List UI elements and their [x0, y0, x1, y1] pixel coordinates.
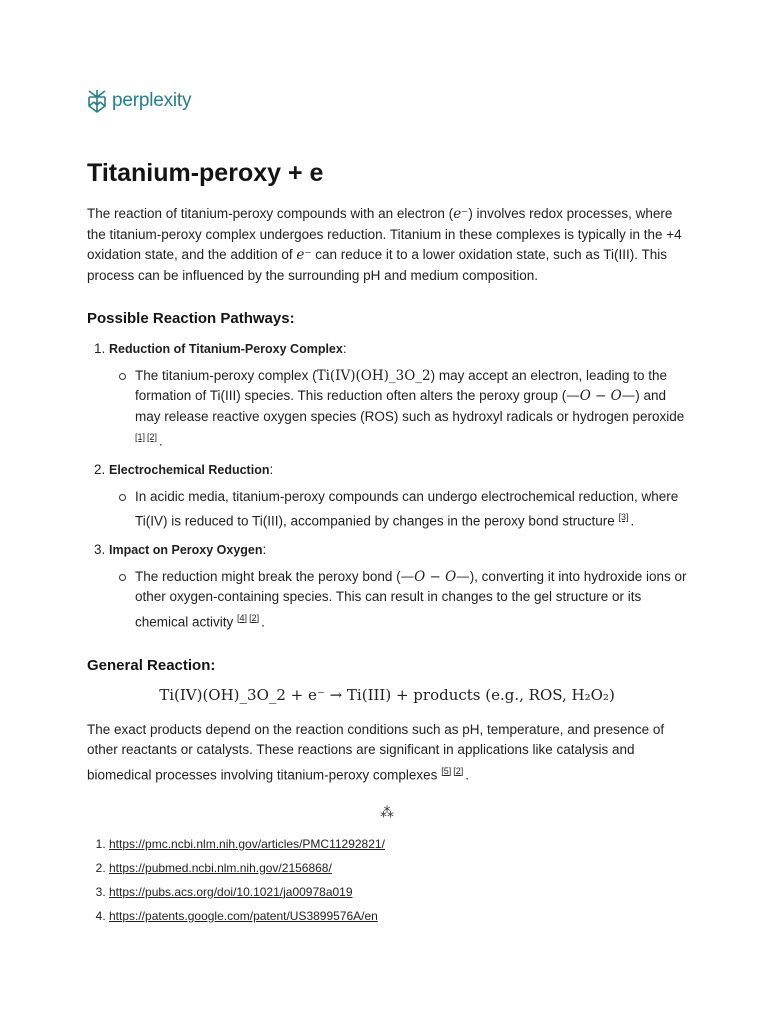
electron-symbol: e⁻ [453, 206, 469, 222]
source-item [109, 835, 687, 853]
closing-paragraph: The exact products depend on the reaction conditions such as pH, temperature, and presence of other reactants or catalysts. These reactions are significant in applications like catalysis and biomedical processes involving titanium-peroxy complexes [5] [2] . [87, 721, 665, 782]
intro-paragraph: The reaction of titanium-peroxy compounds with an electron (e⁻) involves redox processes, where the titanium-peroxy complex undergoes reduction. Titanium in these complexes is typically in the +4 oxidation state, and the addition of e⁻ can reduce it to a lower oxidation state, such as Ti(III). This process can be influenced by the surrounding pH and medium composition. [87, 206, 682, 283]
list-item: 1. Reduction of Titanium-Peroxy Complex: The titanium-peroxy complex (Ti(IV)(OH)_3O_2) may accept an electron, leading to the formation of Ti(III) species. This reduction often alters the peroxy group (—O − O—) and may release reactive oxygen species (ROS) such as hydroxyl radicals or hydrogen peroxide [1] [2] . [109, 339, 687, 452]
brand-name: perplexity [112, 90, 192, 111]
pathways-heading: Possible Reaction Pathways: [87, 310, 295, 327]
reaction-equation: Ti(IV)(OH)_3O_2 + e⁻ → Ti(III) + products (e.g., ROS, H₂O₂) [159, 685, 615, 704]
citation-link[interactable]: [2] [453, 765, 464, 776]
answer-content [87, 150, 687, 931]
pathways-list [87, 339, 687, 633]
sources-list [87, 835, 687, 925]
formula: Ti(IV)(OH)_3O_2 [316, 367, 431, 384]
electron-symbol: e⁻ [296, 247, 312, 263]
general-reaction-heading: General Reaction: [87, 656, 216, 674]
list-item: In acidic media, titanium-peroxy compounds can undergo electrochemical reduction, where Ti(IV) is reduced to Ti(III), accompanied by changes in the peroxy bond structure [3] . [135, 487, 687, 533]
list-item: 3. Impact on Peroxy Oxygen: The reduction might break the peroxy bond (—O − O—), converting it into hydroxide ions or other oxygen-containing species. This can result in changes to the gel structure or its chemical activity [4] [2] . [109, 540, 687, 633]
source-link[interactable]: https://pubs.acs.org/doi/10.1021/ja00978a019 [109, 884, 353, 899]
page-title: Titanium-peroxy + e [87, 159, 324, 187]
perplexity-logo[interactable] [86, 89, 191, 113]
citation-link[interactable]: [2] [147, 432, 158, 442]
perplexity-logo-icon [86, 89, 108, 113]
citation-link[interactable]: [2] [249, 612, 260, 623]
list-item: The reduction might break the peroxy bond (—O − O—), converting it into hydroxide ions or other oxygen-containing species. This can result in changes to the gel structure or its chemical activity [4] [2] . [135, 567, 687, 633]
source-link[interactable]: https://pubmed.ncbi.nlm.nih.gov/2156868/ [109, 860, 332, 875]
citation-link[interactable]: [5] [441, 765, 452, 776]
citation-link[interactable]: [1] [135, 432, 146, 442]
step-title: Electrochemical Reduction [109, 463, 270, 477]
source-link[interactable]: https://patents.google.com/patent/US3899576A/en [109, 908, 378, 923]
formula: —O − O— [400, 568, 470, 585]
citation-link[interactable]: [3] [618, 512, 629, 522]
source-item [109, 907, 687, 925]
source-link[interactable]: https://pmc.ncbi.nlm.nih.gov/articles/PMC11292821/ [109, 836, 385, 851]
formula: —O − O— [566, 388, 636, 404]
list-item: The titanium-peroxy complex (Ti(IV)(OH)_3O_2) may accept an electron, leading to the formation of Ti(III) species. This reduction often alters the peroxy group (—O − O—) and may release reactive oxygen species (ROS) such as hydroxyl radicals or hydrogen peroxide [1] [2] . [135, 366, 687, 453]
step-title: Reduction of Titanium-Peroxy Complex [109, 342, 343, 356]
source-item [109, 859, 687, 877]
citation-link[interactable]: [4] [237, 612, 248, 623]
step-title: Impact on Peroxy Oxygen [109, 543, 263, 557]
source-item [109, 883, 687, 901]
list-item: 2. Electrochemical Reduction: In acidic media, titanium-peroxy compounds can undergo electrochemical reduction, where Ti(IV) is reduced to Ti(III), accompanied by changes in the peroxy bond structure [3] . [109, 460, 687, 532]
section-divider: ⁂ [380, 803, 394, 820]
